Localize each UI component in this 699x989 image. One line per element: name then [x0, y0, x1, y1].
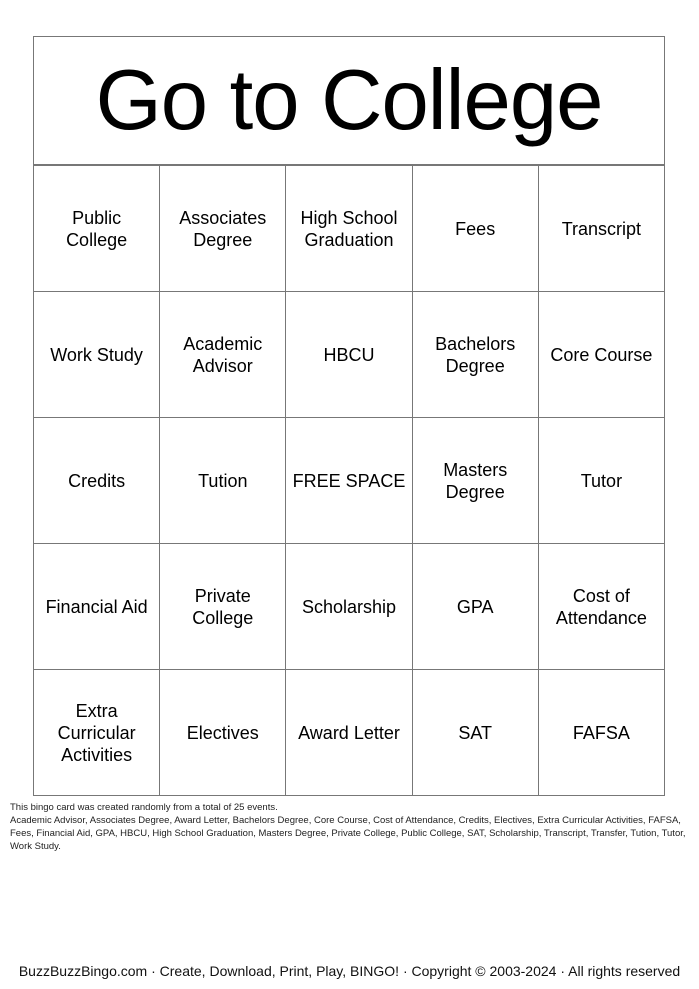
bingo-cell[interactable]: Fees	[413, 166, 538, 291]
bingo-cell[interactable]: Scholarship	[286, 544, 411, 669]
bingo-grid	[33, 165, 665, 796]
bingo-cell[interactable]: Tutor	[539, 418, 664, 543]
bingo-cell[interactable]: Financial Aid	[34, 544, 159, 669]
bingo-cell[interactable]: HBCU	[286, 292, 411, 417]
bingo-cell[interactable]: Core Course	[539, 292, 664, 417]
bingo-cell[interactable]: Bachelors Degree	[413, 292, 538, 417]
bingo-cell[interactable]: Public College	[34, 166, 159, 291]
bingo-cell[interactable]: Cost of Attendance	[539, 544, 664, 669]
bingo-cell[interactable]: Tution	[160, 418, 285, 543]
bingo-cell[interactable]: Transcript	[539, 166, 664, 291]
bingo-cell[interactable]: High School Graduation	[286, 166, 411, 291]
bingo-cell[interactable]: Credits	[34, 418, 159, 543]
bingo-cell[interactable]: SAT	[413, 670, 538, 795]
free-space-cell[interactable]: FREE SPACE	[286, 418, 411, 543]
description-intro: This bingo card was created randomly from a total of 25 events.	[10, 802, 278, 813]
card-description	[10, 801, 690, 853]
bingo-cell[interactable]: Academic Advisor	[160, 292, 285, 417]
bingo-cell[interactable]: Extra Curricular Activities	[34, 670, 159, 795]
bingo-cell[interactable]: Electives	[160, 670, 285, 795]
bingo-cell[interactable]: Private College	[160, 544, 285, 669]
title-box	[33, 36, 665, 165]
bingo-cell[interactable]: Work Study	[34, 292, 159, 417]
events-list: Academic Advisor, Associates Degree, Award Letter, Bachelors Degree, Core Course, Cost of Attendance, Credits, Electives, Extra Curricular Activities, FAFSA, Fees, Financial Aid, GPA, HBCU, High School Graduation, Masters Degree, Private College, Public College, SAT, Scholarship, Transcript, Transfer, Tution, Tutor, Work Study.	[10, 815, 686, 852]
page-title: Go to College	[95, 52, 603, 148]
footer-text: BuzzBuzzBingo.com · Create, Download, Print, Play, BINGO! · Copyright © 2003-2024 · All rights reserved	[18, 963, 681, 979]
bingo-cell[interactable]: Award Letter	[286, 670, 411, 795]
bingo-cell[interactable]: FAFSA	[539, 670, 664, 795]
bingo-cell[interactable]: GPA	[413, 544, 538, 669]
bingo-cell[interactable]: Associates Degree	[160, 166, 285, 291]
bingo-cell[interactable]: Masters Degree	[413, 418, 538, 543]
